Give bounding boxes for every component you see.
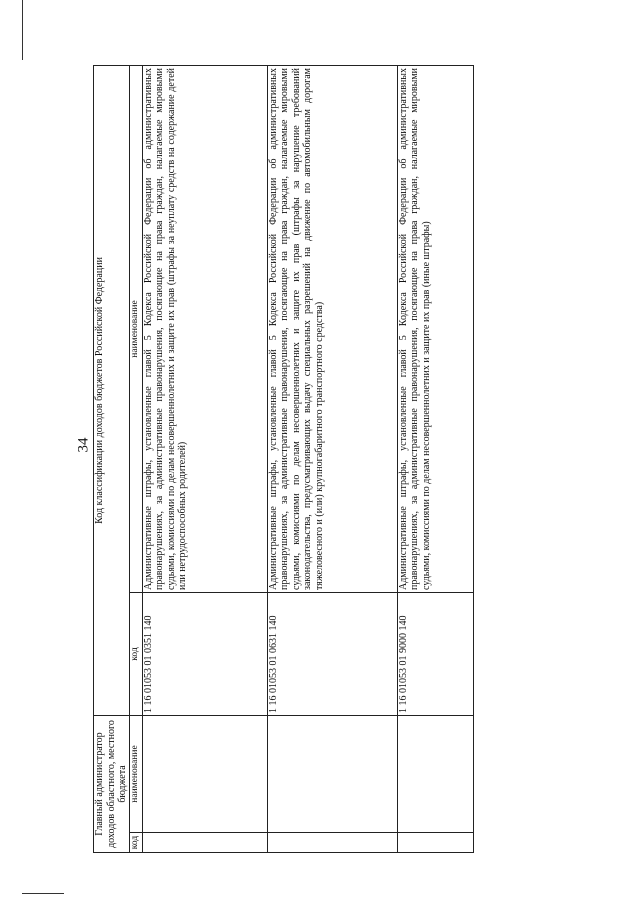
scan-edge-line xyxy=(22,893,64,894)
table-row xyxy=(142,65,267,852)
classification-code-cell: 1 16 01053 01 9000 140 xyxy=(397,593,473,716)
admin-code-header: код xyxy=(129,833,142,853)
classification-code-cell: 1 16 01053 01 0351 140 xyxy=(142,593,267,716)
subheader-row xyxy=(129,65,142,852)
admin-group-header: Главный администратор доходов областного, местного бюджета xyxy=(94,716,130,853)
revenue-classification-table xyxy=(93,65,474,853)
admin-code-cell xyxy=(267,833,397,853)
admin-name-cell xyxy=(397,716,473,833)
class-name-header: наименование xyxy=(129,65,142,592)
admin-code-cell xyxy=(142,833,267,853)
table-row xyxy=(267,65,397,852)
admin-name-cell xyxy=(267,716,397,833)
page-number: 34 xyxy=(75,437,92,453)
classification-name-cell: Административные штрафы, установленные главой 5 Кодекса Российской Федерации об административных правонарушениях, за административные правонарушения, посягающие на права граждан, налагаемые мировыми судьями, комиссиями по делам несовершеннолетних и защите их прав (штрафы за нарушение требований законодательства, предусматривающих выдачу специальных разрешений на движение по автомобильным дорогам тяжеловесного и (или) крупногабаритного транспортного средства) xyxy=(267,65,397,592)
admin-name-cell xyxy=(142,716,267,833)
table-row xyxy=(397,65,473,852)
header-row xyxy=(94,65,130,852)
classification-code-cell: 1 16 01053 01 0631 140 xyxy=(267,593,397,716)
classification-name-cell: Административные штрафы, установленные главой 5 Кодекса Российской Федерации об административных правонарушениях, за административные правонарушения, посягающие на права граждан, налагаемые мировыми судьями, комиссиями по делам несовершеннолетних и защите их прав (штрафы за неуплату средств на содержание детей или нетрудоспособных родителей) xyxy=(142,65,267,592)
admin-name-header: наименование xyxy=(129,716,142,833)
classification-name-cell: Административные штрафы, установленные главой 5 Кодекса Российской Федерации об административных правонарушениях, за административные правонарушения, посягающие на права граждан, налагаемые мировыми судьями, комиссиями по делам несовершеннолетних и защите их прав (иные штрафы) xyxy=(397,65,473,592)
scan-edge-line xyxy=(22,0,23,60)
admin-code-cell xyxy=(397,833,473,853)
class-code-header: код xyxy=(129,593,142,716)
classification-group-header: Код классификации доходов бюджетов Российской Федерации xyxy=(94,65,130,715)
rotated-page xyxy=(93,66,462,853)
